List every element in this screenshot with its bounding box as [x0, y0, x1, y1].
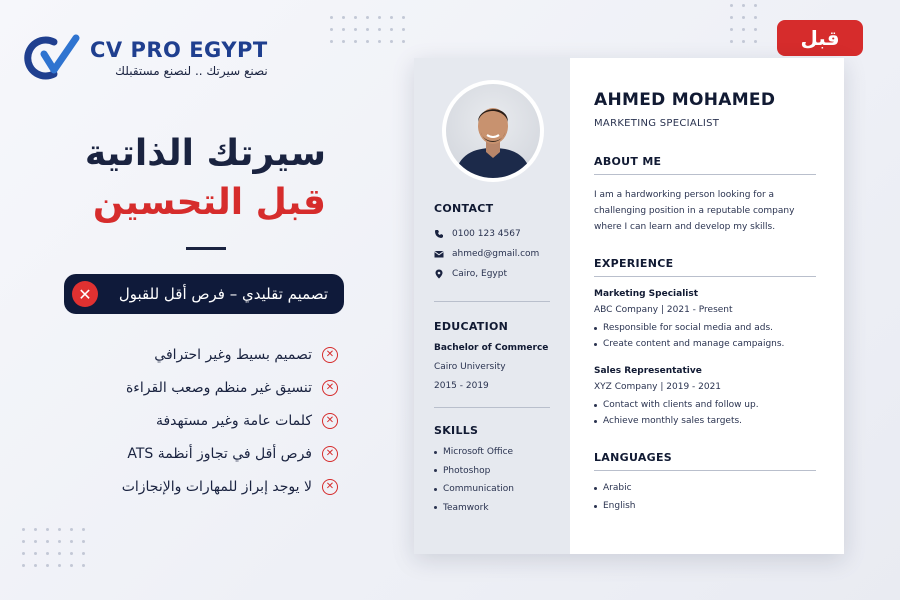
headline-line-2: قبل التحسين: [92, 182, 326, 223]
cons-list: [110, 338, 338, 503]
verdict-pill: [64, 274, 344, 314]
location-text: Cairo, Egypt: [452, 269, 507, 279]
sidebar-divider: [434, 301, 550, 302]
list-item: [594, 336, 820, 352]
job-entry: [594, 289, 820, 352]
education-school: Cairo University: [434, 362, 506, 372]
list-item: [434, 462, 550, 481]
job-title: Sales Representative: [594, 366, 702, 376]
education-title: EDUCATION: [434, 320, 509, 333]
email-icon: [434, 249, 444, 259]
list-item: [110, 404, 338, 437]
job-title: Marketing Specialist: [594, 289, 699, 299]
con-text: تصميم بسيط وغير احترافي: [154, 346, 312, 363]
skills-list: [434, 443, 550, 517]
before-badge: قبل: [777, 20, 863, 56]
languages-section: [594, 451, 820, 515]
brand-name: CV PRO EGYPT: [90, 38, 268, 62]
contact-title: CONTACT: [434, 202, 494, 215]
con-text: فرص أقل في تجاوز أنظمة ATS: [127, 445, 312, 462]
job-company: XYZ Company | 2019 - 2021: [594, 382, 722, 392]
languages-title: LANGUAGES: [594, 451, 673, 464]
location-pin-icon: [434, 269, 444, 279]
bullet-text: Contact with clients and follow up.: [603, 400, 759, 410]
bullet-text: Achieve monthly sales targets.: [603, 416, 743, 426]
job-entry: [594, 366, 820, 429]
list-item: [110, 470, 338, 503]
list-item: [594, 320, 820, 336]
profile-photo: [442, 80, 544, 182]
education-years: 2015 - 2019: [434, 381, 489, 391]
section-rule: [594, 174, 816, 175]
education-degree: Bachelor of Commerce: [434, 343, 549, 353]
section-rule: [594, 470, 816, 471]
x-circle-icon: ✕: [322, 347, 338, 363]
language-text: Arabic: [603, 483, 632, 493]
bullet-text: Create content and manage campaigns.: [603, 339, 785, 349]
list-item: [594, 397, 820, 413]
contact-email: [434, 249, 550, 259]
phone-icon: [434, 229, 444, 239]
contact-section: [434, 202, 550, 279]
cv-logo-icon: [24, 34, 82, 82]
con-text: لا يوجد إبراز للمهارات والإنجازات: [121, 478, 312, 495]
x-circle-icon: ✕: [322, 413, 338, 429]
person-avatar-icon: [446, 84, 540, 178]
skill-text: Microsoft Office: [443, 447, 514, 458]
list-item: [594, 413, 820, 429]
about-title: ABOUT ME: [594, 155, 662, 168]
about-section: [594, 155, 820, 235]
list-item: [434, 499, 550, 518]
con-text: كلمات عامة وغير مستهدفة: [155, 412, 312, 429]
section-rule: [594, 276, 816, 277]
languages-list: [594, 479, 820, 515]
list-item: [434, 443, 550, 462]
job-bullets: [594, 320, 820, 352]
job-company: ABC Company | 2021 - Present: [594, 305, 733, 315]
decorative-dots: [22, 528, 85, 567]
x-circle-icon: ✕: [322, 479, 338, 495]
con-text: تنسيق غير منظم وصعب القراءة: [125, 379, 312, 396]
skills-section: [434, 424, 550, 517]
phone-text: 0100 123 4567: [452, 229, 521, 239]
bullet-text: Responsible for social media and ads.: [603, 323, 774, 333]
list-item: [434, 480, 550, 499]
experience-section: [594, 257, 820, 429]
x-circle-icon: ✕: [322, 446, 338, 462]
about-text: I am a hardworking person looking for a challenging position in a reputable company where I can learn and develop my skills.: [594, 190, 795, 232]
contact-phone: [434, 229, 550, 239]
experience-title: EXPERIENCE: [594, 257, 674, 270]
education-section: [434, 320, 550, 391]
sidebar-divider: [434, 407, 550, 408]
skill-text: Photoshop: [443, 465, 491, 476]
headline-line-1: سيرتك الذاتية: [84, 133, 326, 174]
divider: [186, 247, 226, 250]
resume-sidebar: [414, 58, 570, 554]
resume-card: [414, 58, 844, 554]
brand-logo: [24, 34, 268, 82]
decorative-dots: [730, 4, 757, 43]
headline: [85, 130, 326, 228]
decorative-dots: [330, 16, 405, 43]
list-item: [594, 497, 820, 515]
skills-title: SKILLS: [434, 424, 479, 437]
email-text: ahmed@gmail.com: [452, 249, 540, 259]
x-circle-icon: ✕: [72, 281, 98, 307]
x-circle-icon: ✕: [322, 380, 338, 396]
resume-main: [570, 58, 844, 554]
brand-tagline: نصنع سيرتك .. لنصنع مستقبلك: [115, 64, 268, 78]
language-text: English: [603, 501, 636, 511]
resume-role: MARKETING SPECIALIST: [594, 118, 720, 129]
skill-text: Communication: [443, 484, 514, 495]
skill-text: Teamwork: [443, 502, 489, 513]
list-item: [594, 479, 820, 497]
resume-name: AHMED MOHAMED: [594, 90, 776, 110]
list-item: [110, 371, 338, 404]
contact-location: [434, 269, 550, 279]
list-item: [110, 338, 338, 371]
list-item: [110, 437, 338, 470]
job-bullets: [594, 397, 820, 429]
verdict-pill-text: تصميم تقليدي – فرص أقل للقبول: [118, 285, 328, 303]
